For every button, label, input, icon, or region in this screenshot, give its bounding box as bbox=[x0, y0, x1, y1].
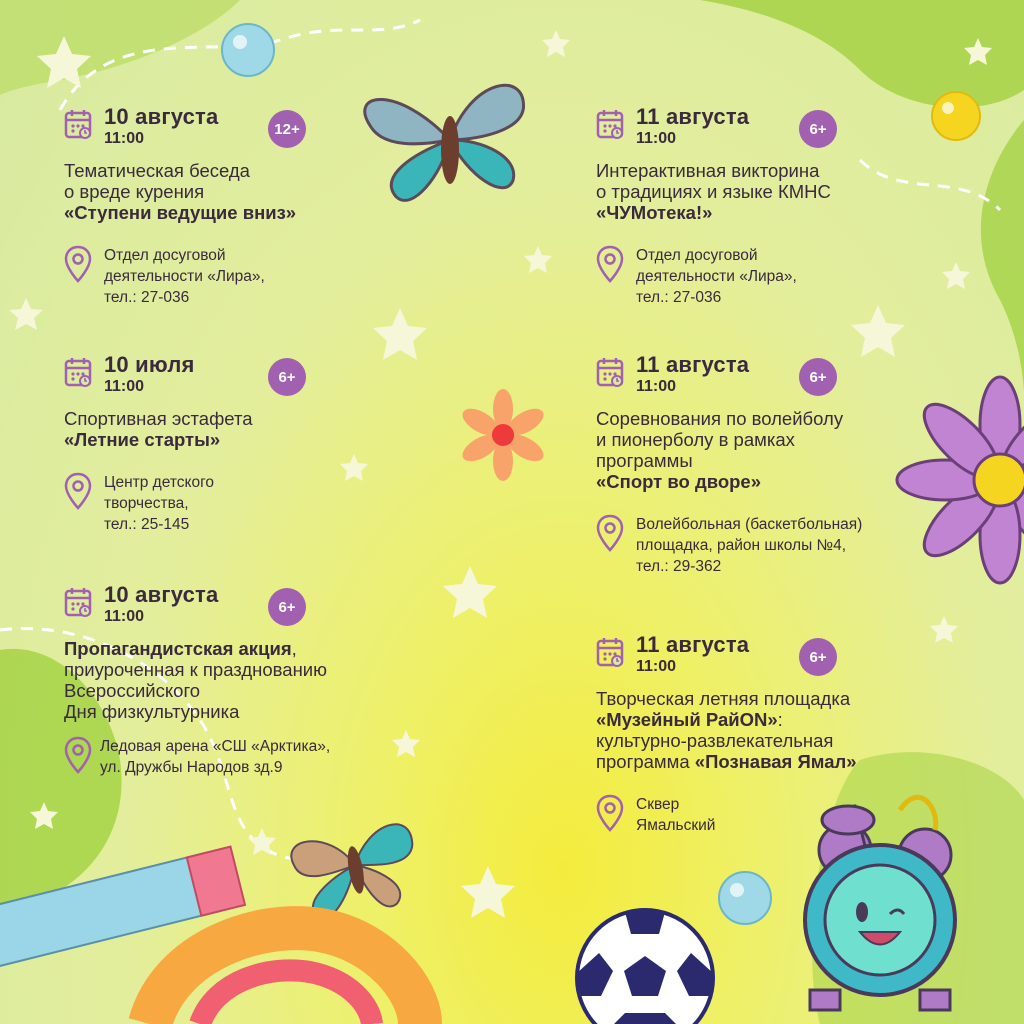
description-line: программа bbox=[596, 751, 695, 772]
description-line: о традициях и языке КМНС bbox=[596, 181, 831, 202]
calendar-icon bbox=[596, 356, 626, 388]
star-icon bbox=[524, 246, 552, 273]
location-line: тел.: 27-036 bbox=[104, 289, 190, 306]
event-time: 11:00 bbox=[104, 378, 145, 395]
age-rating-badge: 12+ bbox=[268, 110, 306, 148]
age-rating-badge: 6+ bbox=[268, 588, 306, 626]
star-icon bbox=[9, 298, 43, 330]
blue-bubble bbox=[222, 24, 274, 76]
top-left-blob bbox=[0, 0, 240, 95]
event-description bbox=[596, 688, 996, 772]
location-line: Ямальский bbox=[636, 817, 716, 834]
event-card bbox=[596, 352, 996, 577]
description-line: Всероссийского bbox=[64, 680, 201, 701]
location-pin-icon bbox=[596, 514, 624, 552]
star-icon bbox=[373, 308, 427, 360]
description-line: Творческая летняя площадка bbox=[596, 688, 851, 709]
location-pin-icon bbox=[596, 794, 624, 832]
location-line: площадка, район школы №4, bbox=[636, 537, 847, 554]
location-line: Отдел досуговой bbox=[636, 247, 758, 264]
event-description bbox=[64, 408, 484, 450]
calendar-icon bbox=[64, 356, 94, 388]
event-title: «Летние старты» bbox=[64, 429, 221, 450]
event-date: 11 августа bbox=[636, 104, 750, 129]
punctuation: , bbox=[291, 638, 297, 659]
location-line: тел.: 27-036 bbox=[636, 289, 722, 306]
event-date: 10 августа bbox=[104, 104, 219, 129]
location-line: деятельности «Лира», bbox=[636, 268, 797, 285]
event-title: «Музейный РайON» bbox=[596, 709, 778, 730]
age-rating-badge: 6+ bbox=[799, 638, 837, 676]
event-date: 10 августа bbox=[104, 582, 219, 607]
event-location bbox=[64, 472, 484, 535]
age-rating-badge: 6+ bbox=[799, 358, 837, 396]
description-line: Соревнования по волейболу bbox=[596, 408, 844, 429]
event-time: 11:00 bbox=[104, 130, 145, 147]
location-pin-icon bbox=[64, 736, 92, 774]
event-description bbox=[596, 408, 996, 492]
description-line: программы bbox=[596, 450, 693, 471]
star-icon bbox=[542, 30, 570, 57]
event-description bbox=[64, 160, 484, 223]
description-line: Спортивная эстафета bbox=[64, 408, 253, 429]
location-line: ул. Дружбы Народов зд.9 bbox=[100, 759, 283, 776]
location-pin-icon bbox=[64, 472, 92, 510]
calendar-icon bbox=[596, 636, 626, 668]
punctuation: : bbox=[777, 709, 783, 730]
calendar-icon bbox=[596, 108, 626, 140]
blue-bubble bbox=[719, 872, 771, 924]
event-title: Пропагандистская акция bbox=[64, 638, 292, 659]
location-line: тел.: 29-362 bbox=[636, 558, 722, 575]
description-line: Интерактивная викторина bbox=[596, 160, 820, 181]
age-rating-badge: 6+ bbox=[799, 110, 837, 148]
event-card bbox=[596, 632, 996, 836]
event-location bbox=[596, 245, 996, 308]
rainbow-arc bbox=[150, 928, 420, 1024]
location-line: Ледовая арена «СШ «Арктика», bbox=[100, 738, 331, 755]
event-card bbox=[64, 104, 484, 308]
event-location bbox=[596, 794, 996, 836]
event-card bbox=[64, 352, 484, 535]
description-line: культурно-развлекательная bbox=[596, 730, 834, 751]
description-line: Тематическая беседа bbox=[64, 160, 250, 181]
event-time: 11:00 bbox=[104, 608, 145, 625]
star-icon bbox=[461, 866, 515, 918]
calendar-icon bbox=[64, 108, 94, 140]
location-line: творчества, bbox=[104, 495, 189, 512]
location-line: Волейбольная (баскетбольная) bbox=[636, 516, 863, 533]
location-line: Сквер bbox=[636, 796, 680, 813]
description-line: Дня физкультурника bbox=[64, 701, 240, 722]
event-description bbox=[596, 160, 996, 223]
description-line: приуроченная к празднованию bbox=[64, 659, 327, 680]
event-title: «ЧУМотека!» bbox=[596, 202, 713, 223]
soccer-ball-icon bbox=[577, 910, 713, 1024]
location-pin-icon bbox=[596, 245, 624, 283]
event-date: 11 августа bbox=[636, 352, 750, 377]
location-line: Центр детского bbox=[104, 474, 215, 491]
event-title: «Познавая Ямал» bbox=[694, 751, 857, 772]
event-date: 11 августа bbox=[636, 632, 750, 657]
description-line: о вреде курения bbox=[64, 181, 205, 202]
location-line: Отдел досуговой bbox=[104, 247, 226, 264]
event-description bbox=[64, 638, 484, 722]
event-card bbox=[64, 582, 484, 778]
age-rating-badge: 6+ bbox=[268, 358, 306, 396]
location-line: деятельности «Лира», bbox=[104, 268, 265, 285]
event-card bbox=[596, 104, 996, 308]
location-pin-icon bbox=[64, 245, 92, 283]
event-title: «Спорт во дворе» bbox=[596, 471, 762, 492]
star-icon bbox=[851, 305, 905, 357]
event-time: 11:00 bbox=[636, 658, 677, 675]
event-location bbox=[64, 245, 484, 308]
event-time: 11:00 bbox=[636, 130, 677, 147]
location-line: тел.: 25-145 bbox=[104, 516, 190, 533]
event-location bbox=[64, 736, 484, 778]
event-title: «Ступени ведущие вниз» bbox=[64, 202, 297, 223]
event-date: 10 июля bbox=[104, 352, 195, 377]
description-line: и пионерболу в рамках bbox=[596, 429, 795, 450]
event-time: 11:00 bbox=[636, 378, 677, 395]
event-location bbox=[596, 514, 996, 577]
calendar-icon bbox=[64, 586, 94, 618]
